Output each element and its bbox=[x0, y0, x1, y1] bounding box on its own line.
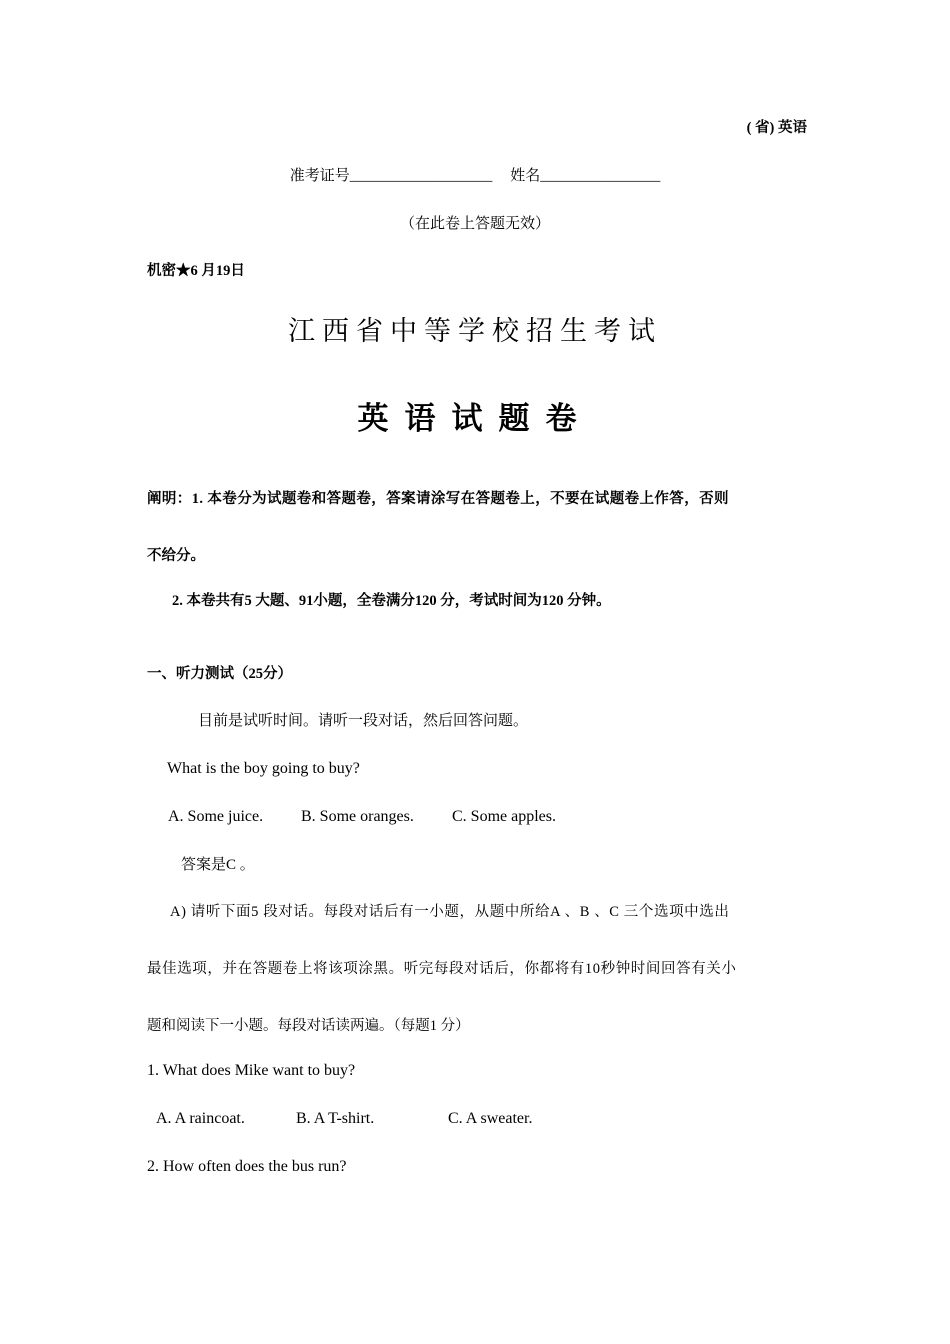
trial-answer: 答案是C 。 bbox=[181, 857, 255, 873]
candidate-number-field: 准考证号___________________ bbox=[289, 168, 493, 184]
part-a-instruction-line-1: A) 请听下面5 段对话。每段对话后有一小题，从题中所给A 、B 、C 三个选项中选出 bbox=[170, 904, 730, 920]
trial-intro: 目前是试听时间。请听一段对话，然后回答问题。 bbox=[198, 713, 529, 729]
exam-title: 江西省中等学校招生考试 bbox=[288, 316, 662, 347]
question-1-option-c: C. A sweater. bbox=[448, 1110, 533, 1127]
invalid-answer-notice: （在此卷上答题无效） bbox=[399, 216, 550, 232]
instruction-note-1-continued: 不给分。 bbox=[147, 548, 205, 564]
trial-options bbox=[168, 807, 556, 827]
confidential-date: 机密★6 月19日 bbox=[147, 263, 245, 279]
candidate-name-field: 姓名________________ bbox=[510, 168, 661, 184]
trial-option-c: C. Some apples. bbox=[452, 808, 556, 825]
question-1-options bbox=[156, 1109, 532, 1129]
question-1-option-a: A. A raincoat. bbox=[156, 1110, 245, 1127]
instruction-note-2: 2. 本卷共有5 大题、91小题，全卷满分120 分，考试时间为120 分钟。 bbox=[172, 593, 611, 609]
section-title-listening: 一、听力测试（25分） bbox=[147, 666, 292, 682]
instruction-note-1: 阐明：1. 本卷分为试题卷和答题卷，答案请涂写在答题卷上，不要在试题卷上作答，否则 bbox=[147, 491, 729, 507]
question-1-option-b: B. A T-shirt. bbox=[296, 1110, 375, 1127]
question-2: 2. How often does the bus run? bbox=[147, 1158, 347, 1175]
part-a-instruction-line-3: 题和阅读下一小题。每段对话读两遍。（每题1 分） bbox=[147, 1018, 470, 1034]
candidate-info-row bbox=[0, 166, 950, 186]
header-subject-tag: ( 省) 英语 bbox=[746, 120, 807, 136]
trial-option-a: A. Some juice. bbox=[168, 808, 264, 825]
part-a-instruction-line-2: 最佳选项，并在答题卷上将该项涂黑。听完每段对话后，你都将有10秒钟时间回答有关小 bbox=[147, 961, 737, 977]
question-1: 1. What does Mike want to buy? bbox=[147, 1062, 356, 1079]
trial-question: What is the boy going to buy? bbox=[167, 760, 360, 777]
paper-title: 英语试题卷 bbox=[357, 401, 593, 437]
trial-option-b: B. Some oranges. bbox=[301, 808, 414, 825]
